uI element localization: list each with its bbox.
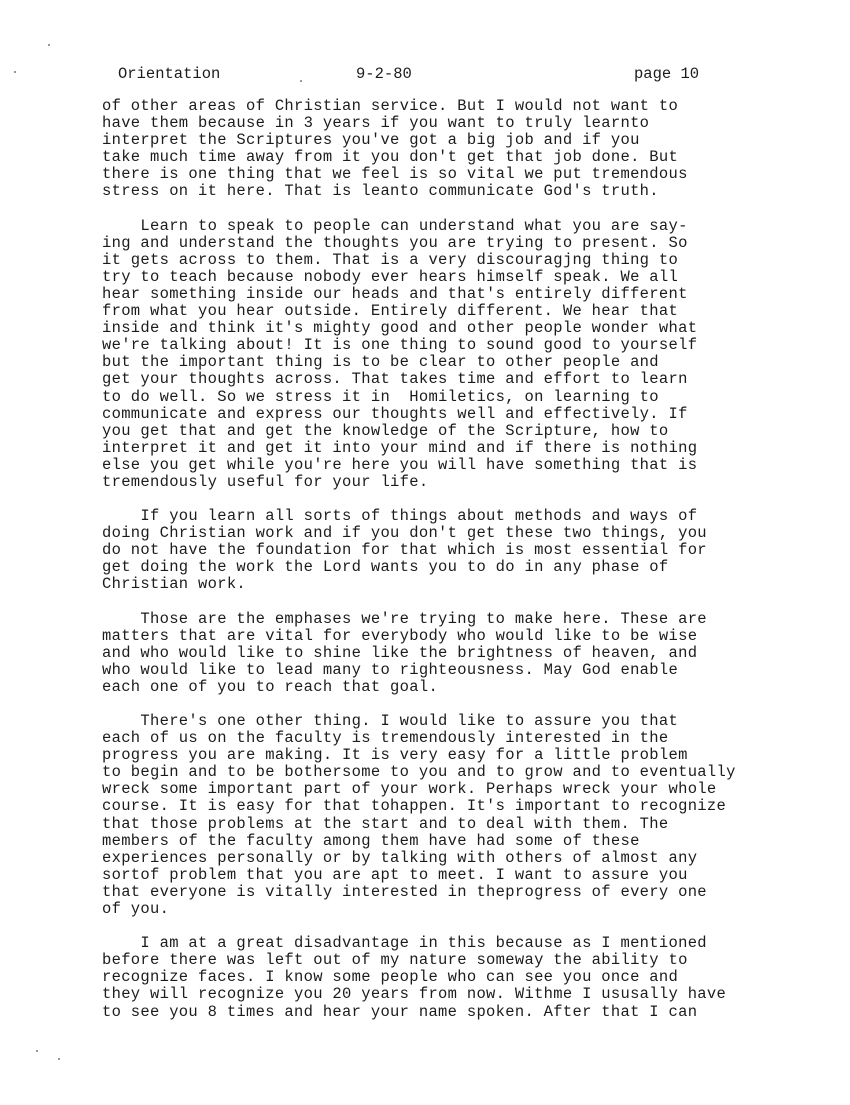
text-line: it gets across to them. That is a very discouragjng thing to: [102, 250, 679, 269]
text-line: to do well. So we stress it in Homiletics, on learning to: [102, 387, 659, 406]
text-line: experiences personally or by talking with others of almost any: [102, 848, 698, 867]
text-line: they will recognize you 20 years from now. Withme I ususally have: [102, 985, 727, 1004]
text-line: we're talking about! It is one thing to sound good to yourself: [102, 336, 698, 355]
text-line: stress on it here. That is leanto communicate God's truth.: [102, 182, 659, 201]
text-line: but the important thing is to be clear to other people and: [102, 353, 659, 372]
text-line: before there was left out of my nature someway the ability to: [102, 951, 688, 970]
text-line: of other areas of Christian service. But I would not want to: [102, 97, 679, 115]
text-line: try to teach because nobody ever hears himself speak. We all: [102, 267, 679, 286]
scan-speck: [58, 1058, 60, 1060]
text-line: that those problems at the start and to deal with them. The: [102, 814, 669, 833]
text-line: matters that are vital for everybody who would like to be wise: [102, 626, 698, 645]
text-line: members of the faculty among them have had some of these: [102, 831, 640, 850]
text-line: you get that and get the knowledge of the Scripture, how to: [102, 421, 669, 440]
text-line: have them because in 3 years if you want to truly learnto: [102, 114, 650, 133]
text-line: recognize faces. I know some people who can see you once and: [102, 968, 679, 987]
text-line: to begin and to be bothersome to you and to grow and to eventually: [102, 763, 736, 782]
paragraph: [102, 935, 792, 1020]
text-line: do not have the foundation for that which is most essential for: [102, 541, 707, 560]
scan-speck: [48, 44, 50, 46]
paragraph: [102, 713, 792, 918]
text-line: to see you 8 times and hear your name spoken. After that I can: [102, 1002, 698, 1021]
text-line: sortof problem that you are apt to meet. I want to assure you: [102, 865, 688, 884]
text-line: hear something inside our heads and that's entirely different: [102, 284, 688, 303]
text-line: get your thoughts across. That takes time and effort to learn: [102, 370, 688, 389]
text-line: doing Christian work and if you don't get these two things, you: [102, 524, 707, 543]
text-line: I am at a great disadvantage in this because as I mentioned: [102, 934, 707, 953]
scan-speck: [300, 80, 302, 82]
paragraph: [102, 218, 792, 492]
text-line: Christian work.: [102, 575, 247, 594]
text-line: Learn to speak to people can understand what you are say-: [102, 216, 688, 235]
text-line: If you learn all sorts of things about methods and ways of: [102, 507, 698, 526]
document-date: 9-2-80: [356, 65, 412, 83]
text-line: Those are the emphases we're trying to make here. These are: [102, 609, 707, 628]
text-line: ing and understand the thoughts you are trying to present. So: [102, 233, 688, 252]
text-line: There's one other thing. I would like to assure you that: [102, 712, 679, 730]
text-line: there is one thing that we feel is so vital we put tremendous: [102, 165, 688, 184]
document-body: [102, 98, 792, 1038]
text-line: tremendously useful for your life.: [102, 472, 429, 491]
paragraph: [102, 98, 792, 201]
text-line: interpret the Scriptures you've got a big job and if you: [102, 131, 640, 150]
text-line: each of us on the faculty is tremendously interested in the: [102, 729, 669, 748]
text-line: of you.: [102, 900, 170, 919]
text-line: and who would like to shine like the brightness of heaven, and: [102, 643, 698, 662]
scan-speck: [36, 1050, 38, 1052]
text-line: communicate and express our thoughts well and effectively. If: [102, 404, 688, 423]
text-line: else you get while you're here you will have something that is: [102, 455, 698, 474]
scan-speck: [14, 71, 16, 73]
text-line: take much time away from it you don't get that job done. But: [102, 148, 679, 167]
text-line: from what you hear outside. Entirely different. We hear that: [102, 302, 679, 321]
document-title: Orientation: [118, 65, 221, 83]
page-number: page 10: [634, 65, 700, 83]
text-line: each one of you to reach that goal.: [102, 677, 439, 696]
paragraph: [102, 611, 792, 696]
text-line: interpret it and get it into your mind and if there is nothing: [102, 438, 698, 457]
text-line: who would like to lead many to righteousness. May God enable: [102, 660, 679, 679]
text-line: inside and think it's mighty good and other people wonder what: [102, 319, 698, 338]
text-line: course. It is easy for that tohappen. It's important to recognize: [102, 797, 727, 816]
text-line: progress you are making. It is very easy for a little problem: [102, 746, 688, 765]
text-line: get doing the work the Lord wants you to do in any phase of: [102, 558, 669, 577]
text-line: wreck some important part of your work. Perhaps wreck your whole: [102, 780, 717, 799]
page-header: [118, 64, 718, 84]
text-line: that everyone is vitally interested in theprogress of every one: [102, 882, 707, 901]
paragraph: [102, 508, 792, 593]
